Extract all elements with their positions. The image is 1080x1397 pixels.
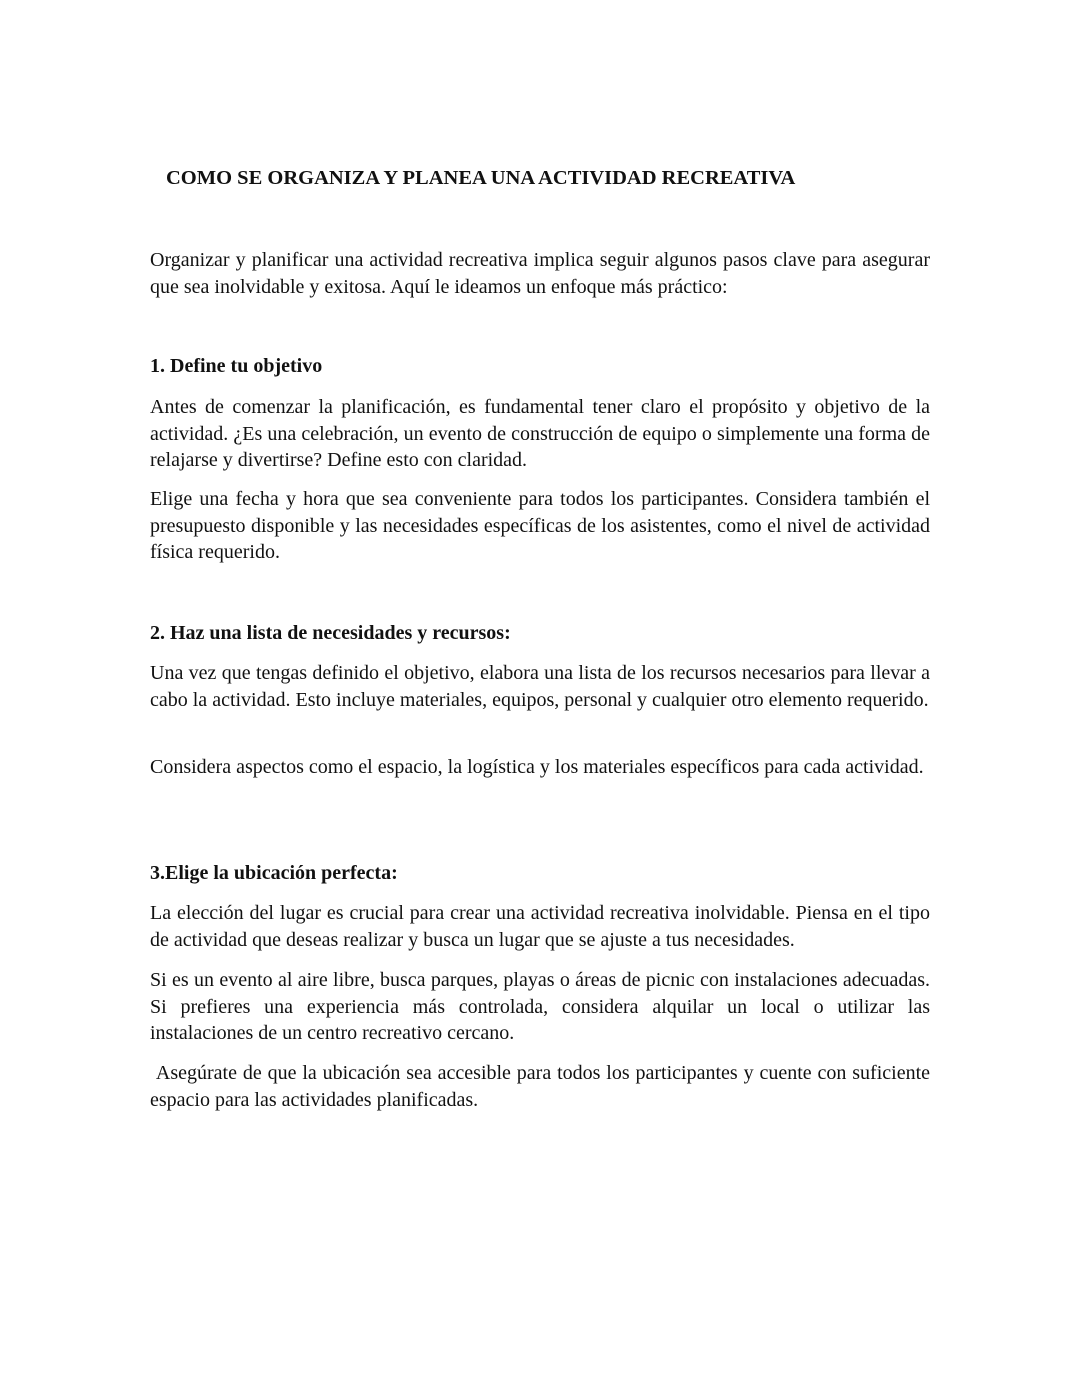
section-2-paragraph: Una vez que tengas definido el objetivo, elabora una lista de los recursos necesarios para llevar a cabo la actividad. Esto incluye materiales, equipos, personal y cualquier otro elemento requerido. [150, 662, 930, 711]
section-2-paragraph: Considera aspectos como el espacio, la logística y los materiales específicos para cada actividad. [150, 756, 924, 778]
intro-paragraph: Organizar y planificar una actividad recreativa implica seguir algunos pasos clave para asegurar que sea inolvidable y exitosa. Aquí le ideamos un enfoque más práctico: [150, 249, 930, 298]
section-3-paragraph: Si es un evento al aire libre, busca parques, playas o áreas de picnic con instalaciones adecuadas. Si prefieres una experiencia más controlada, considera alquilar un local o utilizar las instalaciones de un centro recreativo cercano. [150, 969, 930, 1044]
section-1-paragraph: Elige una fecha y hora que sea conveniente para todos los participantes. Considera también el presupuesto disponible y las necesidades específicas de los asistentes, como el nivel de actividad física requerido. [150, 488, 930, 563]
section-1-paragraph: Antes de comenzar la planificación, es fundamental tener claro el propósito y objetivo de la actividad. ¿Es una celebración, un evento de construcción de equipo o simplemente una forma de relajarse y divertirse? Define esto con claridad. [150, 396, 930, 471]
section-2-heading: 2. Haz una lista de necesidades y recursos: [150, 622, 511, 644]
section-3-paragraph: Asegúrate de que la ubicación sea accesible para todos los participantes y cuente con suficiente espacio para las actividades planificadas. [150, 1062, 936, 1111]
section-1-heading: 1. Define tu objetivo [150, 355, 323, 377]
section-3-heading: 3.Elige la ubicación perfecta: [150, 862, 398, 884]
document-title: COMO SE ORGANIZA Y PLANEA UNA ACTIVIDAD RECREATIVA [166, 167, 796, 189]
section-3-paragraph: La elección del lugar es crucial para crear una actividad recreativa inolvidable. Piensa en el tipo de actividad que deseas realizar y busca un lugar que se ajuste a tus necesidades. [150, 902, 930, 951]
